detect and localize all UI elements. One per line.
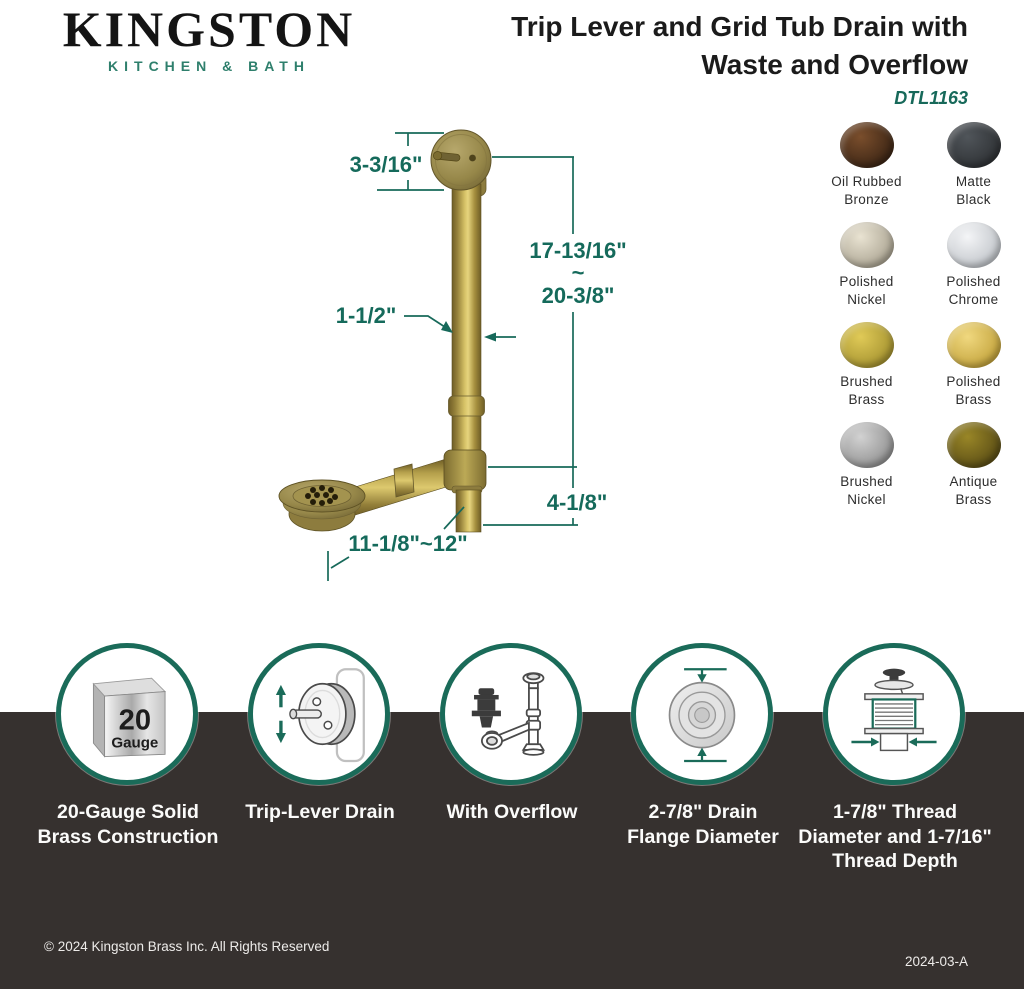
gauge-cube-icon <box>93 678 165 756</box>
feature-icon-thread <box>823 643 965 785</box>
dim-tube-diameter: 1-1/2" <box>335 303 397 328</box>
brand-name: KINGSTON <box>62 1 356 57</box>
feature-label-thread: 1-7/8" Thread Diameter and 1-7/16" Thread Depth <box>798 801 992 873</box>
finish-antique-brass: Antique Brass <box>927 422 1020 508</box>
finish-polished-nickel: Polished Nickel <box>820 222 913 308</box>
thread-side-view-icon <box>851 669 936 751</box>
flange-top-view-icon <box>670 669 735 761</box>
drain-fitting-silhouette <box>472 688 501 727</box>
finish-oil-rubbed-bronze: Oil Rubbed Bronze <box>820 122 913 208</box>
overflow-icon <box>472 673 544 755</box>
feature-label-flange: 2-7/8" Drain Flange Diameter <box>627 801 779 848</box>
gauge-number: 20 <box>118 704 152 737</box>
finish-matte-black: Matte Black <box>927 122 1020 208</box>
feature-label-trip-lever: Trip-Lever Drain <box>245 801 395 823</box>
product-title-line1: Trip Lever and Grid Tub Drain with <box>511 11 968 42</box>
dim-overflow-plate: 3-3/16" <box>349 152 423 177</box>
product-title <box>408 8 968 84</box>
dim-drain-run: 11-1/8"~12" <box>348 531 468 556</box>
model-number: DTL1163 <box>894 88 968 108</box>
trip-lever-icon <box>276 669 364 761</box>
up-down-arrows-icon <box>276 685 286 743</box>
finish-brushed-nickel: Brushed Nickel <box>820 422 913 508</box>
finish-brushed-brass: Brushed Brass <box>820 322 913 408</box>
finish-swatch <box>840 422 894 468</box>
feature-label-overflow: With Overflow <box>446 801 578 823</box>
dim-tailpiece: 4-1/8" <box>546 490 608 515</box>
product-diagram <box>260 105 680 595</box>
finish-swatch <box>947 122 1001 168</box>
dim-overall-min: 17-13/16" <box>529 238 627 263</box>
dim-range-tilde: ~ <box>571 260 585 285</box>
finish-polished-chrome: Polished Chrome <box>927 222 1020 308</box>
finish-swatch <box>947 322 1001 368</box>
gauge-label: Gauge <box>111 734 159 752</box>
brand-logo <box>44 1 374 74</box>
feature-icon-flange-diameter <box>631 643 773 785</box>
finish-polished-brass: Polished Brass <box>927 322 1020 408</box>
finish-swatch <box>947 222 1001 268</box>
brand-tagline: KITCHEN & BATH <box>108 58 310 74</box>
finish-options <box>820 122 1020 508</box>
finish-swatch <box>840 322 894 368</box>
dim-overall-max: 20-3/8" <box>541 283 615 308</box>
feature-icon-20-gauge <box>56 643 198 785</box>
feature-icon-overflow <box>440 643 582 785</box>
feature-label-gauge: 20-Gauge Solid Brass Construction <box>37 801 219 848</box>
finish-swatch <box>840 222 894 268</box>
product-title-line2: Waste and Overflow <box>701 48 968 80</box>
feature-icon-trip-lever <box>248 643 390 785</box>
finish-swatch <box>947 422 1001 468</box>
revision-code: 2024-03-A <box>904 954 968 969</box>
copyright-text: © 2024 Kingston Brass Inc. All Rights Reserved <box>44 939 330 954</box>
finish-swatch <box>840 122 894 168</box>
